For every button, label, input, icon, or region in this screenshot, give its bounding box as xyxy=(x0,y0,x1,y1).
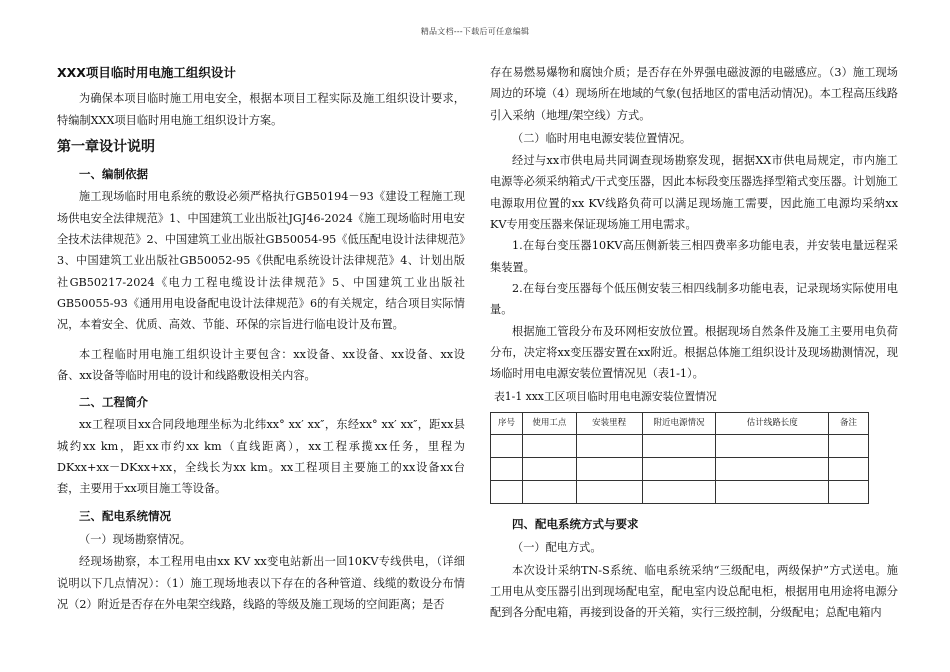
table-row xyxy=(491,481,869,504)
table-cell xyxy=(576,458,642,481)
table-cell xyxy=(716,435,829,458)
distribution-mode-paragraph: 本次设计采纳TN-S系统、临电系统采纳“三级配电，两级保护”方式送电。施工用电从变压器引出到现场配电室，配电室内设总配电柜，根据用电用途将电源分配到各分配电箱，再接到设备的开关箱，实行三级控制，分级配电；总配电箱内 xyxy=(490,563,898,620)
subsection-power-location: （二）临时用电电源安装位置情况。 xyxy=(512,131,692,145)
table-header-cell: 备注 xyxy=(829,412,869,434)
section-title-distribution: 三、配电系统情况 xyxy=(79,508,171,523)
table-cell xyxy=(829,481,869,504)
right-column xyxy=(490,62,898,624)
overview-paragraph: xx工程项目xx合同段地理坐标为北纬xx° xx′ xx″，东经xx° xx′ xx″，距xx县城约xx km，距xx市约xx km（直线距离），xx工程承揽xx任务，里程为DKxx+xx－DKxx+xx，全线长为xx km。xx工程项目主要施工的xx设备xx台套，主要用于xx项目施工等设备。 xyxy=(57,418,465,496)
section-title-basis: 一、编制依据 xyxy=(79,167,148,182)
table-header-cell: 使用工点 xyxy=(522,412,576,434)
left-column xyxy=(57,62,465,615)
table-header-cell: 估计线路长度 xyxy=(716,412,829,434)
table-header-cell: 序号 xyxy=(491,412,523,434)
table-header-cell: 安装里程 xyxy=(576,412,642,434)
section-title-overview: 二、工程简介 xyxy=(79,395,148,410)
table-cell xyxy=(576,435,642,458)
survey-paragraph: 经现场勘察，本工程用电由xx KV xx变电站新出一回10KV专线供电，（详细说明以下几点情况）：（1）施工现场地表以下存在的各种管道、线缆的数设分布情况（2）附近是否存在外电架空线路，线路的等级及施工现场的空间距离；是否 xyxy=(57,555,465,611)
continued-paragraph: 存在易燃易爆物和腐蚀介质；是否存在外界强电磁波源的电磁感应。（3）施工现场周边的环境（4）现场所在地域的气象(包括地区的雷电活动情况)。本工程高压线路引入采纳（地埋/架空线）方式。 xyxy=(490,66,898,122)
section-title-distribution-method: 四、配电系统方式与要求 xyxy=(512,517,639,532)
table-cell xyxy=(522,435,576,458)
table-cell xyxy=(716,481,829,504)
document-title: XXX项目临时用电施工组织设计 xyxy=(57,65,236,80)
meter-lv-paragraph: 2.在每台变压器每个低压侧安装三相四线制多功能电表，记录现场实际使用电量。 xyxy=(490,281,898,317)
table-header-row xyxy=(491,412,869,434)
table-cell xyxy=(642,435,716,458)
table-cell xyxy=(576,481,642,504)
table-cell xyxy=(716,458,829,481)
table-cell xyxy=(522,481,576,504)
chapter-title: 第一章设计说明 xyxy=(57,138,155,155)
scope-paragraph: 本工程临时用电施工组织设计主要包含：xx设备、xx设备、xx设备、xx设备、xx设备等临时用电的设计和线路敷设相关内容。 xyxy=(57,347,465,382)
power-source-table xyxy=(490,412,869,504)
intro-paragraph: 为确保本项目临时施工用电安全，根据本项目工程实际及施工组织设计要求，特编制XXX项目临时用电施工组织设计方案。 xyxy=(57,92,465,127)
table-cell xyxy=(491,435,523,458)
subsection-survey: （一）现场勘察情况。 xyxy=(79,532,191,546)
table-cell xyxy=(829,435,869,458)
table-cell xyxy=(642,481,716,504)
table-caption: 表1-1 xxx工区项目临时用电电源安装位置情况 xyxy=(494,390,717,404)
table-cell xyxy=(491,481,523,504)
basis-paragraph: 施工现场临时用电系统的敷设必须严格执行GB50194－93《建设工程施工现场供电安全法律规范》1、中国建筑工业出版社JGJ46-2024《施工现场临时用电安全技术法律规范》2、中国建筑工业出版社GB50054-95《低压配电设计法律规范》3、中国建筑工业出版社GB50052-95《供配电系统设计法律规范》4、计划出版社GB50217-2024《电力工程电缆设计法律规范》5、中国建筑工业出版社GB50055-93《通用用电设备配电设计法律规范》6的有关规定，结合项目实际情况，本着安全、优质、高效、节能、环保的宗旨进行临电设计及布置。 xyxy=(57,190,465,332)
power-location-paragraph: 经过与xx市供电局共同调查现场勘察发现，据据XX市供电局规定，市内施工电源等必须采纳箱式/干式变压器，因此本标段变压器选择型箱式变压器。计划施工电源取用位置的xx KV线路负荷可以满足现场施工需要，因此施工电源均采纳xx KV专用变压器来保证现场施工用电需求。 xyxy=(490,154,898,232)
table-row xyxy=(491,458,869,481)
table-cell xyxy=(522,458,576,481)
table-row xyxy=(491,435,869,458)
table-cell xyxy=(642,458,716,481)
table-cell xyxy=(829,458,869,481)
table-cell xyxy=(491,458,523,481)
subsection-distribution-mode: （一）配电方式。 xyxy=(512,541,602,555)
table-header-cell: 附近电源情况 xyxy=(642,412,716,434)
meter-hv-paragraph: 1.在每台变压器10KV高压侧新装三相四费率多功能电表，并安装电量远程采集装置。 xyxy=(490,239,898,274)
page-header: 精品文档---下载后可任意编辑 xyxy=(420,27,530,36)
placement-paragraph: 根据施工管段分布及环网柜安放位置。根据现场自然条件及施工主要用电负荷分布，决定将xx变压器安置在xx附近。根据总体施工组织设计及现场勘测情况，现场临时用电电源安装位置情况见（表1-1）。 xyxy=(490,324,898,381)
